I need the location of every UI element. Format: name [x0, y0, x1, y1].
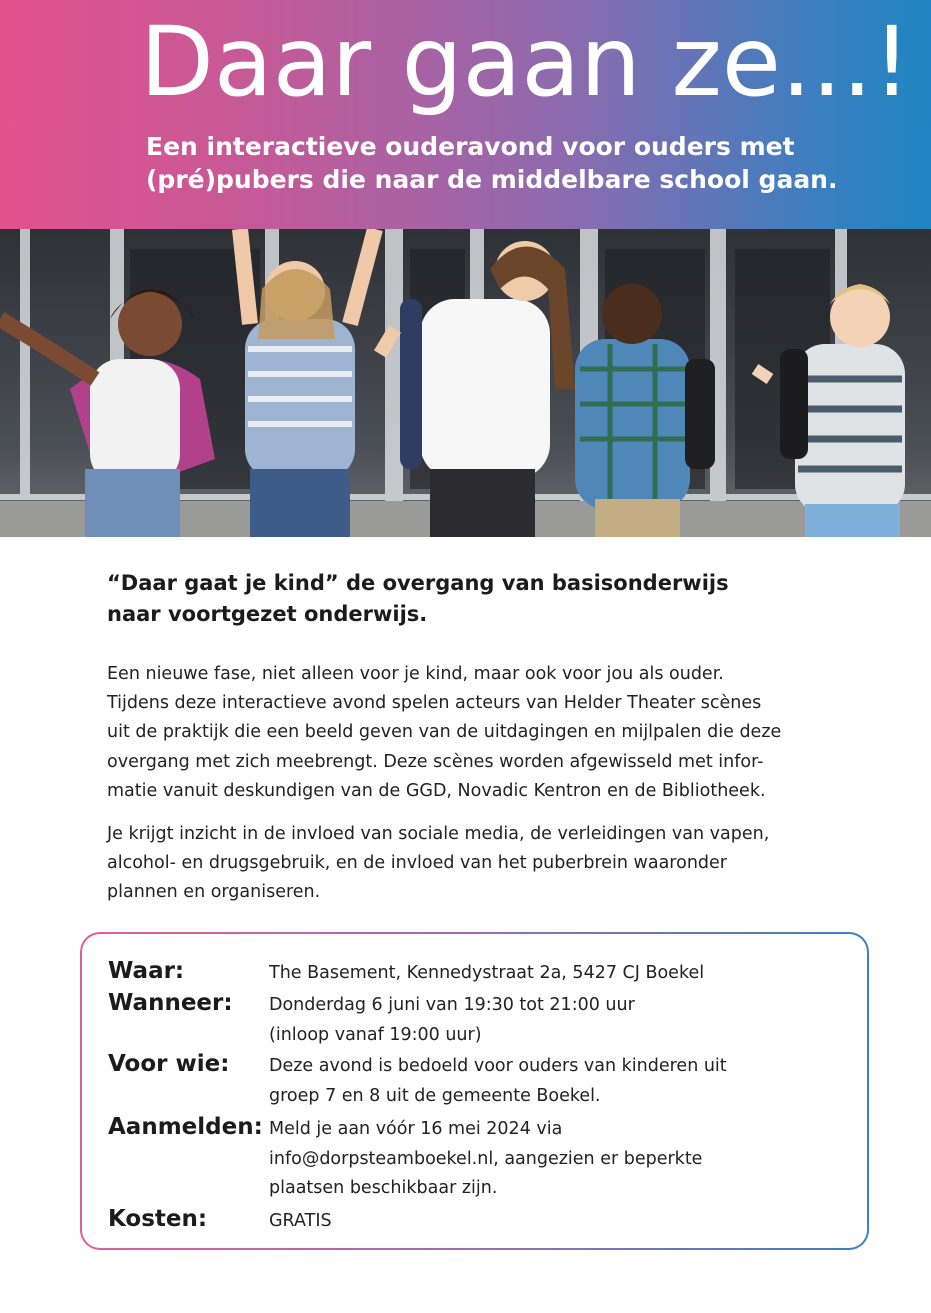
insight-paragraph [107, 820, 877, 908]
paragraph-line: Een nieuwe fase, niet alleen voor je kind, maar ook voor jou als ouder. [107, 664, 724, 684]
headline-line: “Daar gaat je kind” de overgang van basisonderwijs [107, 571, 729, 595]
main-content [107, 568, 877, 922]
subtitle-line: (pré)pubers die naar de middelbare school gaan. [146, 165, 838, 194]
event-info-box [80, 932, 869, 1250]
paragraph-line: alcohol- en drugsgebruik, en de invloed van het puberbrein waaronder [107, 853, 727, 874]
info-label-waar: Waar: [108, 958, 185, 984]
intro-paragraph [107, 660, 877, 806]
info-value-voor-wie [269, 1052, 829, 1111]
page-title: Daar gaan ze...! [140, 6, 911, 118]
paragraph-line: uit de praktijk die een beeld geven van de uitdagingen en mijlpalen die deze [107, 722, 782, 743]
info-value-line: plaatsen beschikbaar zijn. [269, 1178, 498, 1198]
subtitle-line: Een interactieve ouderavond voor ouders met [146, 132, 795, 161]
info-label-aanmelden: Aanmelden: [108, 1114, 263, 1140]
paragraph-line: matie vanuit deskundigen van de GGD, Novadic Kentron en de Bibliotheek. [107, 780, 766, 801]
paragraph-line: Tijdens deze interactieve avond spelen acteurs van Helder Theater scènes [107, 693, 762, 714]
photo-children-running [0, 229, 931, 537]
info-label-voor-wie: Voor wie: [108, 1051, 230, 1077]
email-link[interactable]: info@dorpsteamboekel.nl [269, 1148, 494, 1169]
info-label-kosten: Kosten: [108, 1206, 208, 1232]
info-label-wanneer: Wanneer: [108, 990, 233, 1016]
info-value-line [269, 1145, 829, 1175]
headline [107, 568, 877, 630]
info-value-line: The Basement, Kennedystraat 2a, 5427 CJ Boekel [269, 963, 705, 983]
paragraph-line: Je krijgt inzicht in de invloed van sociale media, de verleidingen van vapen, [107, 824, 770, 845]
info-value-line: Meld je aan vóór 16 mei 2024 via [269, 1119, 563, 1139]
paragraph-line: overgang met zich meebrengt. Deze scènes worden afgewisseld met infor- [107, 751, 764, 772]
photo-illustration [0, 229, 931, 537]
info-value-waar [269, 959, 829, 989]
headline-line: naar voortgezet onderwijs. [107, 602, 428, 626]
info-value-line: Deze avond is bedoeld voor ouders van kinderen uit [269, 1056, 727, 1076]
info-value-aanmelden [269, 1115, 829, 1204]
info-value-line: groep 7 en 8 uit de gemeente Boekel. [269, 1085, 601, 1106]
page-subtitle [146, 130, 846, 196]
paragraph-line: plannen en organiseren. [107, 882, 321, 903]
header-banner [0, 0, 931, 229]
info-value-text: , aangezien er beperkte [493, 1148, 703, 1169]
info-value-line: Donderdag 6 juni van 19:30 tot 21:00 uur [269, 995, 635, 1015]
info-value-kosten [269, 1207, 829, 1237]
info-value-line: GRATIS [269, 1211, 332, 1231]
info-value-line: (inloop vanaf 19:00 uur) [269, 1024, 482, 1045]
info-value-wanneer [269, 991, 829, 1050]
